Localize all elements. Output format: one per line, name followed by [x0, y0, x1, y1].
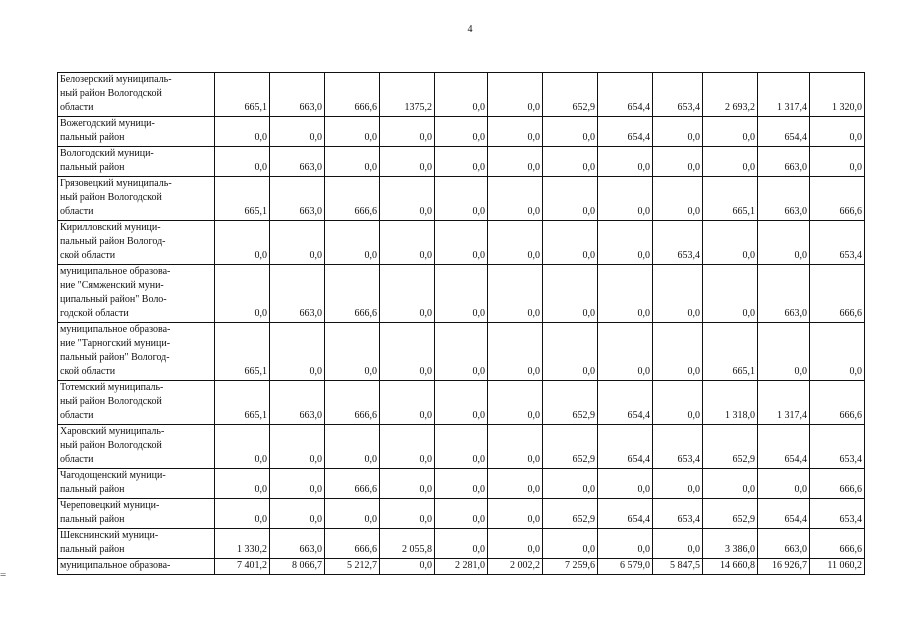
- table-cell: 654,4: [598, 73, 653, 117]
- table-cell: 0,0: [543, 221, 598, 265]
- table-row: [58, 73, 865, 117]
- table-cell: 0,0: [325, 117, 380, 147]
- table-cell: 0,0: [270, 117, 325, 147]
- row-label-line: ный район Вологодской: [60, 396, 162, 407]
- row-label-line: муниципальное образова-: [60, 560, 171, 571]
- table-cell: 0,0: [598, 323, 653, 381]
- table-cell: 665,1: [703, 323, 758, 381]
- table-cell: 0,0: [488, 323, 543, 381]
- table-cell: 2 055,8: [380, 529, 435, 559]
- row-label-line: пальный район: [60, 132, 125, 143]
- table-cell: 0,0: [215, 469, 270, 499]
- table-cell: 0,0: [215, 499, 270, 529]
- table-cell: 666,6: [325, 73, 380, 117]
- table-cell: 0,0: [703, 265, 758, 323]
- table-cell: 666,6: [810, 529, 865, 559]
- table-cell: 0,0: [270, 469, 325, 499]
- row-label: [58, 221, 215, 265]
- table-cell: 5 847,5: [653, 559, 703, 575]
- table-cell: 663,0: [270, 381, 325, 425]
- row-label-line: Кирилловский муници-: [60, 222, 161, 233]
- table-cell: 0,0: [435, 265, 488, 323]
- table-cell: 0,0: [488, 499, 543, 529]
- row-label-line: Вожегодский муници-: [60, 118, 155, 129]
- table-cell: 0,0: [215, 147, 270, 177]
- row-label-line: ской области: [60, 250, 116, 261]
- table-cell: 663,0: [758, 177, 810, 221]
- table-cell: 663,0: [758, 147, 810, 177]
- table-row: [58, 559, 865, 575]
- table-cell: 0,0: [703, 117, 758, 147]
- table-cell: 0,0: [435, 469, 488, 499]
- table-cell: 663,0: [270, 529, 325, 559]
- row-label: [58, 265, 215, 323]
- table-cell: 0,0: [435, 381, 488, 425]
- table-cell: 0,0: [380, 381, 435, 425]
- table-cell: 653,4: [653, 425, 703, 469]
- table-cell: 0,0: [380, 147, 435, 177]
- row-label-line: пальный район: [60, 484, 125, 495]
- table-cell: 1 320,0: [810, 73, 865, 117]
- table-cell: 0,0: [270, 425, 325, 469]
- table-cell: 0,0: [598, 265, 653, 323]
- table-row: [58, 221, 865, 265]
- table-cell: 652,9: [543, 425, 598, 469]
- table-cell: 0,0: [810, 117, 865, 147]
- table-cell: 0,0: [810, 147, 865, 177]
- table-cell: 652,9: [543, 73, 598, 117]
- table-cell: 0,0: [653, 177, 703, 221]
- table-cell: 654,4: [758, 425, 810, 469]
- table-cell: 0,0: [488, 265, 543, 323]
- row-label-line: Чагодощенский муници-: [60, 470, 166, 481]
- table-cell: 0,0: [380, 559, 435, 575]
- table-cell: 665,1: [215, 323, 270, 381]
- table-cell: 0,0: [380, 323, 435, 381]
- table-cell: 666,6: [325, 381, 380, 425]
- row-label-line: ние "Тарногский муници-: [60, 338, 171, 349]
- table-cell: 0,0: [598, 177, 653, 221]
- row-label: [58, 559, 215, 575]
- row-label-line: области: [60, 454, 94, 465]
- table-cell: 0,0: [758, 221, 810, 265]
- table-cell: 0,0: [653, 147, 703, 177]
- table-cell: 2 281,0: [435, 559, 488, 575]
- table-cell: 0,0: [758, 323, 810, 381]
- table-cell: 0,0: [543, 265, 598, 323]
- table-cell: 0,0: [488, 73, 543, 117]
- table-cell: 0,0: [653, 529, 703, 559]
- table-cell: 7 401,2: [215, 559, 270, 575]
- table-cell: 0,0: [488, 221, 543, 265]
- table-row: [58, 425, 865, 469]
- table-row: [58, 147, 865, 177]
- row-label-line: Белозерский муниципаль-: [60, 74, 172, 85]
- table-cell: 0,0: [435, 425, 488, 469]
- table-row: [58, 381, 865, 425]
- row-label: [58, 323, 215, 381]
- table-cell: 0,0: [488, 147, 543, 177]
- row-label-line: пальный район" Вологод-: [60, 352, 170, 363]
- table-cell: 652,9: [703, 425, 758, 469]
- table-row: [58, 265, 865, 323]
- table-cell: 0,0: [543, 529, 598, 559]
- table-cell: 0,0: [215, 425, 270, 469]
- table-cell: 0,0: [435, 147, 488, 177]
- table-cell: 0,0: [435, 529, 488, 559]
- table-cell: 652,9: [703, 499, 758, 529]
- table-cell: 0,0: [703, 221, 758, 265]
- table-cell: 0,0: [325, 425, 380, 469]
- row-label-line: ципальный район" Воло-: [60, 294, 167, 305]
- table-cell: 653,4: [653, 73, 703, 117]
- table-cell: 1 317,4: [758, 381, 810, 425]
- row-label-line: Череповецкий муници-: [60, 500, 160, 511]
- row-label: [58, 499, 215, 529]
- table-row: [58, 117, 865, 147]
- table-cell: 0,0: [598, 221, 653, 265]
- table-cell: 0,0: [380, 469, 435, 499]
- row-label: [58, 117, 215, 147]
- table-cell: 1 318,0: [703, 381, 758, 425]
- table-cell: 7 259,6: [543, 559, 598, 575]
- row-label-line: Харовский муниципаль-: [60, 426, 165, 437]
- row-label: [58, 73, 215, 117]
- table-row: [58, 469, 865, 499]
- row-label-line: ние "Сямженский муни-: [60, 280, 164, 291]
- row-label-line: ской области: [60, 366, 116, 377]
- row-label-line: Грязовецкий муниципаль-: [60, 178, 172, 189]
- table-row: [58, 177, 865, 221]
- table-cell: 0,0: [488, 425, 543, 469]
- row-label-line: пальный район Вологод-: [60, 236, 166, 247]
- table-cell: 663,0: [758, 529, 810, 559]
- table-cell: 0,0: [653, 117, 703, 147]
- table-cell: 0,0: [270, 323, 325, 381]
- table-cell: 653,4: [810, 425, 865, 469]
- table-cell: 1 317,4: [758, 73, 810, 117]
- row-label-line: области: [60, 206, 94, 217]
- table-cell: 16 926,7: [758, 559, 810, 575]
- table-cell: 663,0: [270, 265, 325, 323]
- table-cell: 0,0: [270, 499, 325, 529]
- table-cell: 0,0: [543, 177, 598, 221]
- table-cell: 0,0: [598, 147, 653, 177]
- row-label-line: ный район Вологодской: [60, 440, 162, 451]
- row-label-line: муниципальное образова-: [60, 266, 171, 277]
- table-cell: 14 660,8: [703, 559, 758, 575]
- table-cell: 0,0: [810, 323, 865, 381]
- table-cell: 654,4: [598, 381, 653, 425]
- table-cell: 0,0: [543, 117, 598, 147]
- row-label-line: годской области: [60, 308, 129, 319]
- table-cell: 0,0: [435, 323, 488, 381]
- table-cell: 0,0: [270, 221, 325, 265]
- table-cell: 665,1: [215, 177, 270, 221]
- row-label: [58, 469, 215, 499]
- table-cell: 0,0: [488, 117, 543, 147]
- table-cell: 663,0: [270, 177, 325, 221]
- row-label-line: муниципальное образова-: [60, 324, 171, 335]
- table-cell: 0,0: [325, 323, 380, 381]
- row-label-line: ный район Вологодской: [60, 88, 162, 99]
- table-cell: 663,0: [270, 73, 325, 117]
- row-label-line: Вологодский муници-: [60, 148, 154, 159]
- table-cell: 0,0: [598, 529, 653, 559]
- table-cell: 6 579,0: [598, 559, 653, 575]
- table-cell: 663,0: [270, 147, 325, 177]
- table-cell: 0,0: [435, 499, 488, 529]
- row-label-line: пальный район: [60, 514, 125, 525]
- table-cell: 5 212,7: [325, 559, 380, 575]
- table-cell: 653,4: [653, 221, 703, 265]
- table-cell: 0,0: [380, 177, 435, 221]
- table-cell: 1 330,2: [215, 529, 270, 559]
- table-cell: 0,0: [380, 499, 435, 529]
- row-label-line: области: [60, 102, 94, 113]
- table-cell: 0,0: [215, 117, 270, 147]
- table-cell: 0,0: [543, 469, 598, 499]
- table-cell: 2 693,2: [703, 73, 758, 117]
- table-cell: 0,0: [653, 265, 703, 323]
- table-cell: 0,0: [435, 221, 488, 265]
- table-cell: 2 002,2: [488, 559, 543, 575]
- table-cell: 653,4: [653, 499, 703, 529]
- table-cell: 0,0: [380, 425, 435, 469]
- table-cell: 663,0: [758, 265, 810, 323]
- table-cell: 652,9: [543, 381, 598, 425]
- table-cell: 0,0: [653, 381, 703, 425]
- table-row: [58, 499, 865, 529]
- table-cell: 0,0: [653, 469, 703, 499]
- table-cell: 0,0: [325, 147, 380, 177]
- row-label: [58, 381, 215, 425]
- table-cell: 0,0: [215, 265, 270, 323]
- table-cell: 8 066,7: [270, 559, 325, 575]
- table-cell: 3 386,0: [703, 529, 758, 559]
- table-cell: 0,0: [543, 147, 598, 177]
- table-cell: 653,4: [810, 221, 865, 265]
- table-cell: 0,0: [488, 469, 543, 499]
- table-row: [58, 323, 865, 381]
- table-cell: 666,6: [810, 177, 865, 221]
- table-cell: 665,1: [215, 73, 270, 117]
- row-label-line: ный район Вологодской: [60, 192, 162, 203]
- table-cell: 666,6: [810, 469, 865, 499]
- table-cell: 654,4: [758, 499, 810, 529]
- table-cell: 666,6: [810, 265, 865, 323]
- row-label-line: Шекснинский муници-: [60, 530, 159, 541]
- row-label-line: области: [60, 410, 94, 421]
- table-cell: 665,1: [215, 381, 270, 425]
- table-cell: 654,4: [758, 117, 810, 147]
- table-cell: 0,0: [703, 469, 758, 499]
- row-label: [58, 425, 215, 469]
- table-cell: 0,0: [215, 221, 270, 265]
- table-cell: 0,0: [435, 117, 488, 147]
- page-number: 4: [467, 24, 473, 35]
- table-cell: 665,1: [703, 177, 758, 221]
- table-cell: 0,0: [488, 381, 543, 425]
- table-cell: 0,0: [488, 177, 543, 221]
- table-cell: 0,0: [380, 265, 435, 323]
- row-label: [58, 529, 215, 559]
- table-cell: 0,0: [325, 499, 380, 529]
- table-cell: 0,0: [325, 221, 380, 265]
- table-cell: 666,6: [810, 381, 865, 425]
- row-label: [58, 177, 215, 221]
- margin-mark: =: [0, 569, 6, 581]
- budget-table: [57, 72, 865, 575]
- row-label-line: пальный район: [60, 162, 125, 173]
- table-cell: 0,0: [543, 323, 598, 381]
- table-cell: 0,0: [758, 469, 810, 499]
- table-cell: 0,0: [703, 147, 758, 177]
- table-cell: 653,4: [810, 499, 865, 529]
- table-cell: 0,0: [598, 469, 653, 499]
- table-cell: 654,4: [598, 499, 653, 529]
- table-row: [58, 529, 865, 559]
- table-cell: 0,0: [653, 323, 703, 381]
- table-cell: 654,4: [598, 425, 653, 469]
- table-cell: 1375,2: [380, 73, 435, 117]
- table-cell: 654,4: [598, 117, 653, 147]
- row-label-line: пальный район: [60, 544, 125, 555]
- table-cell: 0,0: [488, 529, 543, 559]
- table-cell: 666,6: [325, 177, 380, 221]
- row-label: [58, 147, 215, 177]
- table-cell: 666,6: [325, 469, 380, 499]
- table-cell: 652,9: [543, 499, 598, 529]
- table-cell: 0,0: [435, 177, 488, 221]
- table-cell: 666,6: [325, 265, 380, 323]
- row-label-line: Тотемский муниципаль-: [60, 382, 164, 393]
- table-cell: 11 060,2: [810, 559, 865, 575]
- table-cell: 0,0: [435, 73, 488, 117]
- table-cell: 666,6: [325, 529, 380, 559]
- table-cell: 0,0: [380, 221, 435, 265]
- table-cell: 0,0: [380, 117, 435, 147]
